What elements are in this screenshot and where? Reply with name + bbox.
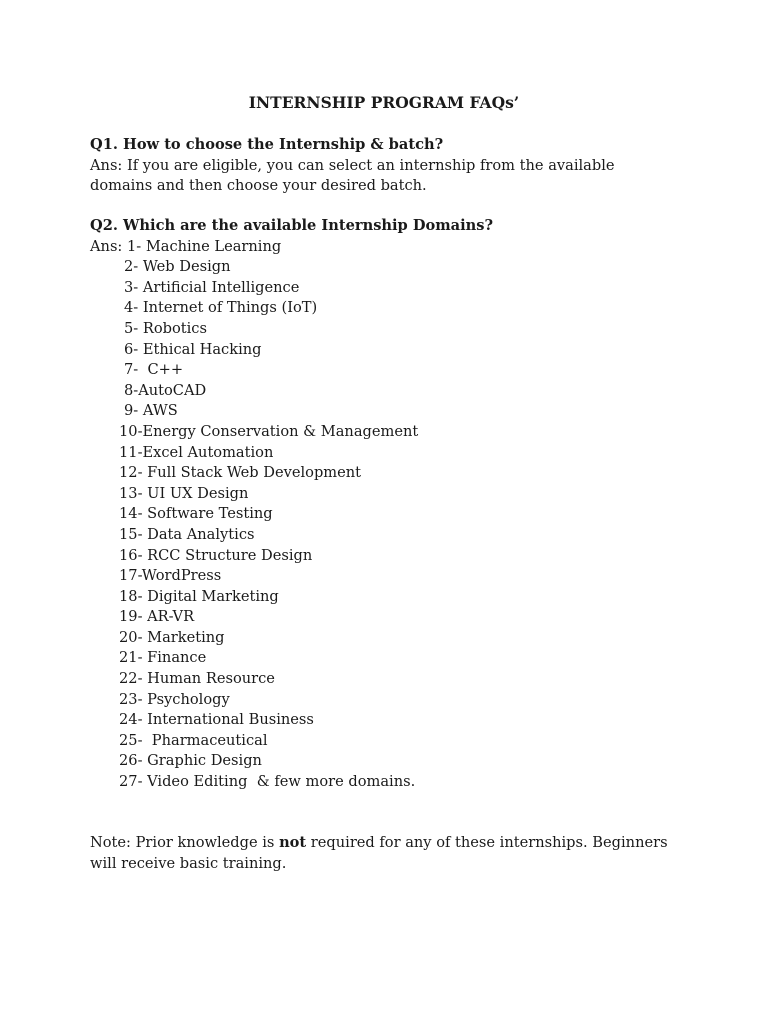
domain-label: 19- AR-VR xyxy=(119,608,195,626)
domain-list-item xyxy=(90,443,680,464)
domain-list-item xyxy=(90,751,680,772)
domain-label: 10-Energy Conservation & Management xyxy=(119,422,419,440)
domain-list xyxy=(90,237,680,793)
domain-list-item xyxy=(90,607,680,628)
domain-label: 6- Ethical Hacking xyxy=(124,340,262,358)
faq-q1-question: Q1. How to choose the Internship & batch? xyxy=(90,136,444,153)
note-emphasis: not xyxy=(279,834,307,851)
domain-label: 26- Graphic Design xyxy=(119,752,262,770)
domain-label: 12- Full Stack Web Development xyxy=(119,464,362,482)
domain-list-item xyxy=(90,237,680,258)
domain-label: 21- Finance xyxy=(119,649,207,667)
faq-q1 xyxy=(90,135,680,197)
domain-list-item xyxy=(90,278,680,299)
domain-label: 1- Machine Learning xyxy=(126,237,282,255)
domain-label: 11-Excel Automation xyxy=(119,443,274,461)
domain-list-item xyxy=(90,340,680,361)
domain-list-item xyxy=(90,710,680,731)
faq-q2 xyxy=(90,216,680,793)
domain-list-item xyxy=(90,772,680,793)
domain-list-item xyxy=(90,587,680,608)
domain-label: 25- Pharmaceutical xyxy=(119,731,268,749)
domain-label: 9- AWS xyxy=(124,402,178,420)
domain-list-item xyxy=(90,648,680,669)
faq-q2-question: Q2. Which are the available Internship Domains? xyxy=(90,217,494,234)
domain-list-item xyxy=(90,628,680,649)
domain-list-item xyxy=(90,298,680,319)
domain-label: 7- C++ xyxy=(124,361,184,379)
domain-label: 13- UI UX Design xyxy=(119,484,249,502)
domain-label: 14- Software Testing xyxy=(119,505,273,523)
domain-list-item xyxy=(90,422,680,443)
domain-label: 4- Internet of Things (IoT) xyxy=(124,299,318,317)
note-paragraph xyxy=(90,833,680,874)
answer-prefix: Ans: xyxy=(90,237,127,255)
domain-list-item xyxy=(90,257,680,278)
domain-label: 23- Psychology xyxy=(119,690,230,708)
domain-label: 24- International Business xyxy=(119,711,314,729)
domain-label: 18- Digital Marketing xyxy=(119,587,279,605)
domain-list-item xyxy=(90,319,680,340)
domain-list-item xyxy=(90,463,680,484)
domain-label: 8-AutoCAD xyxy=(124,381,207,399)
note-text-after: required for any of these internships. Beginners will receive basic training. xyxy=(90,834,668,872)
document-title: INTERNSHIP PROGRAM FAQs’ xyxy=(248,93,520,112)
domain-list-item xyxy=(90,525,680,546)
domain-label: 2- Web Design xyxy=(124,258,231,276)
domain-label: 16- RCC Structure Design xyxy=(119,546,313,564)
domain-list-item xyxy=(90,546,680,567)
domain-list-item xyxy=(90,731,680,752)
domain-list-item xyxy=(90,504,680,525)
domain-label: 17-WordPress xyxy=(119,567,222,585)
domain-label: 22- Human Resource xyxy=(119,670,275,688)
domain-list-item xyxy=(90,566,680,587)
note-text-before: Note: Prior knowledge is xyxy=(90,834,280,851)
domain-label: 3- Artificial Intelligence xyxy=(124,278,300,296)
domain-list-item xyxy=(90,401,680,422)
domain-list-item xyxy=(90,669,680,690)
domain-label: 20- Marketing xyxy=(119,628,225,646)
domain-label: 15- Data Analytics xyxy=(119,525,255,543)
domain-label: 5- Robotics xyxy=(124,319,207,337)
domain-list-item xyxy=(90,690,680,711)
domain-label: 27- Video Editing & few more domains. xyxy=(119,773,416,791)
faq-q1-answer: Ans: If you are eligible, you can select an internship from the available domains and then choose your desired batch. xyxy=(90,156,615,195)
domain-list-item xyxy=(90,381,680,402)
domain-list-item xyxy=(90,484,680,505)
domain-list-item xyxy=(90,360,680,381)
